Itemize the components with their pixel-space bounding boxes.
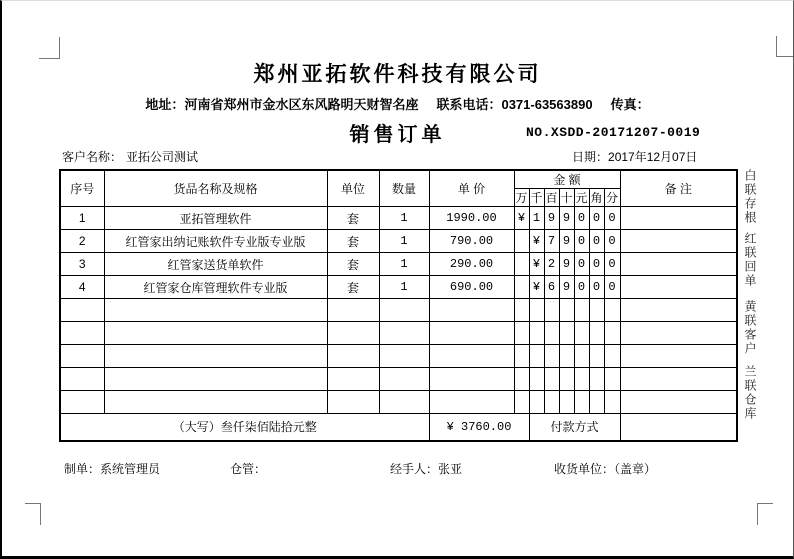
- cell-digit-qian: ¥: [529, 253, 544, 276]
- cell-digit-yuan: 0: [574, 207, 589, 230]
- cell-remark: [620, 230, 737, 253]
- customer-line: [62, 148, 198, 165]
- col-header-unit: 单位: [327, 170, 379, 207]
- crop-mark-top-left: [39, 37, 60, 59]
- empty-row: [60, 322, 737, 345]
- order-table: [59, 169, 738, 442]
- col-header-amount: 金 额: [514, 170, 620, 189]
- cell-digit-wan: [514, 276, 529, 299]
- cell-digit-shi: 9: [559, 230, 574, 253]
- cell-digit-qian: ¥: [529, 230, 544, 253]
- cell-digit-fen: 0: [604, 276, 620, 299]
- table-row: [60, 276, 737, 299]
- copy-label-yellow-customer: 黄联客户: [743, 300, 757, 356]
- cell-seq: 3: [60, 253, 104, 276]
- handler-label: 经手人：: [390, 462, 439, 476]
- empty-row: [60, 368, 737, 391]
- total-row: [60, 414, 737, 441]
- cell-digit-yuan: 0: [574, 276, 589, 299]
- cell-product: 红管家仓库管理软件专业版: [104, 276, 327, 299]
- cell-qty: 1: [379, 207, 429, 230]
- cell-unit: 套: [327, 207, 379, 230]
- col-header-product: 货品名称及规格: [104, 170, 327, 207]
- cell-digit-shi: 9: [559, 253, 574, 276]
- cell-remark: [620, 253, 737, 276]
- address-label: 地址：: [145, 97, 185, 112]
- cell-seq: 2: [60, 230, 104, 253]
- empty-row: [60, 345, 737, 368]
- digit-header-wan: 万: [514, 189, 529, 207]
- handler: [390, 460, 462, 477]
- cell-digit-wan: ¥: [514, 207, 529, 230]
- customer-value: 亚拓公司测试: [126, 150, 199, 164]
- cell-price: 790.00: [429, 230, 514, 253]
- maker-label: 制单：: [64, 462, 101, 476]
- cell-digit-wan: [514, 253, 529, 276]
- maker-value: 系统管理员: [100, 462, 161, 476]
- cell-digit-yuan: 0: [574, 253, 589, 276]
- cell-digit-fen: 0: [604, 253, 620, 276]
- digit-header-bai: 百: [544, 189, 559, 207]
- cell-digit-fen: 0: [604, 230, 620, 253]
- maker: [64, 460, 160, 477]
- cell-digit-shi: 9: [559, 276, 574, 299]
- total-amount: ¥ 3760.00: [429, 414, 529, 441]
- order-number: NO.XSDD-20171207-0019: [526, 125, 701, 140]
- crop-mark-top-right: [776, 36, 794, 57]
- phone-label: 联系电话：: [436, 97, 502, 112]
- crop-mark-bottom-left: [25, 503, 41, 525]
- digit-header-yuan: 元: [574, 189, 589, 207]
- cell-digit-qian: ¥: [529, 276, 544, 299]
- cell-digit-wan: [514, 230, 529, 253]
- cell-product: 红管家出纳记账软件专业版专业版: [104, 230, 327, 253]
- cell-unit: 套: [327, 276, 379, 299]
- cell-seq: 4: [60, 276, 104, 299]
- order-date: [572, 148, 697, 165]
- receiver: [554, 460, 656, 477]
- cell-digit-qian: 1: [529, 207, 544, 230]
- digit-header-jiao: 角: [589, 189, 604, 207]
- date-label: 日期：: [572, 150, 609, 164]
- payment-method-label: 付款方式: [529, 414, 620, 441]
- address-value: 河南省郑州市金水区东风路明天财智名座: [184, 97, 419, 112]
- cell-unit: 套: [327, 253, 379, 276]
- copy-label-white-stub: 白联存根: [743, 169, 757, 225]
- table-row: [60, 207, 737, 230]
- fax-label: 传真：: [610, 97, 650, 112]
- handler-value: 张亚: [438, 462, 463, 476]
- company-name: 郑州亚拓软件科技有限公司: [253, 63, 542, 86]
- cell-digit-jiao: 0: [589, 230, 604, 253]
- col-header-price: 单 价: [429, 170, 514, 207]
- cell-digit-jiao: 0: [589, 276, 604, 299]
- table-row: [60, 253, 737, 276]
- cell-price: 1990.00: [429, 207, 514, 230]
- phone-value: 0371-63563890: [501, 97, 593, 112]
- warehouse-label: 仓管：: [230, 462, 267, 476]
- crop-mark-bottom-right: [757, 503, 773, 525]
- cell-digit-jiao: 0: [589, 253, 604, 276]
- digit-header-shi: 十: [559, 189, 574, 207]
- copy-label-red-receipt: 红联回单: [743, 232, 757, 288]
- table-row: [60, 230, 737, 253]
- digit-header-fen: 分: [604, 189, 620, 207]
- cell-digit-bai: 2: [544, 253, 559, 276]
- cell-price: 690.00: [429, 276, 514, 299]
- cell-digit-bai: 7: [544, 230, 559, 253]
- col-header-seq: 序号: [60, 170, 104, 207]
- cell-digit-jiao: 0: [589, 207, 604, 230]
- col-header-remark: 备 注: [620, 170, 737, 207]
- phone: [436, 97, 592, 112]
- digit-header-qian: 千: [529, 189, 544, 207]
- cell-digit-bai: 9: [544, 207, 559, 230]
- total-in-words: （大写）叁仟柒佰陆拾元整: [60, 414, 429, 441]
- cell-product: 亚拓管理软件: [104, 207, 327, 230]
- cell-qty: 1: [379, 276, 429, 299]
- warehouse-keeper: [230, 460, 266, 477]
- address-line: [59, 94, 736, 113]
- empty-row: [60, 391, 737, 414]
- cell-qty: 1: [379, 230, 429, 253]
- form-title: 销售订单: [349, 124, 446, 146]
- address: [145, 97, 418, 112]
- receiver-seal: （盖章）: [614, 462, 657, 476]
- cell-product: 红管家送货单软件: [104, 253, 327, 276]
- cell-remark: [620, 207, 737, 230]
- fax: [611, 97, 650, 112]
- cell-digit-yuan: 0: [574, 230, 589, 253]
- cell-digit-fen: 0: [604, 207, 620, 230]
- col-header-qty: 数量: [379, 170, 429, 207]
- cell-digit-shi: 9: [559, 207, 574, 230]
- cell-unit: 套: [327, 230, 379, 253]
- date-value: 2017年12月07日: [608, 150, 698, 164]
- cell-price: 290.00: [429, 253, 514, 276]
- cell-remark: [620, 276, 737, 299]
- receiver-label: 收货单位：: [554, 462, 615, 476]
- customer-label: 客户名称：: [62, 150, 123, 164]
- copy-label-blue-warehouse: 兰联仓库: [743, 365, 757, 421]
- payment-method-value: [620, 414, 737, 441]
- cell-qty: 1: [379, 253, 429, 276]
- cell-seq: 1: [60, 207, 104, 230]
- cell-digit-bai: 6: [544, 276, 559, 299]
- empty-row: [60, 299, 737, 322]
